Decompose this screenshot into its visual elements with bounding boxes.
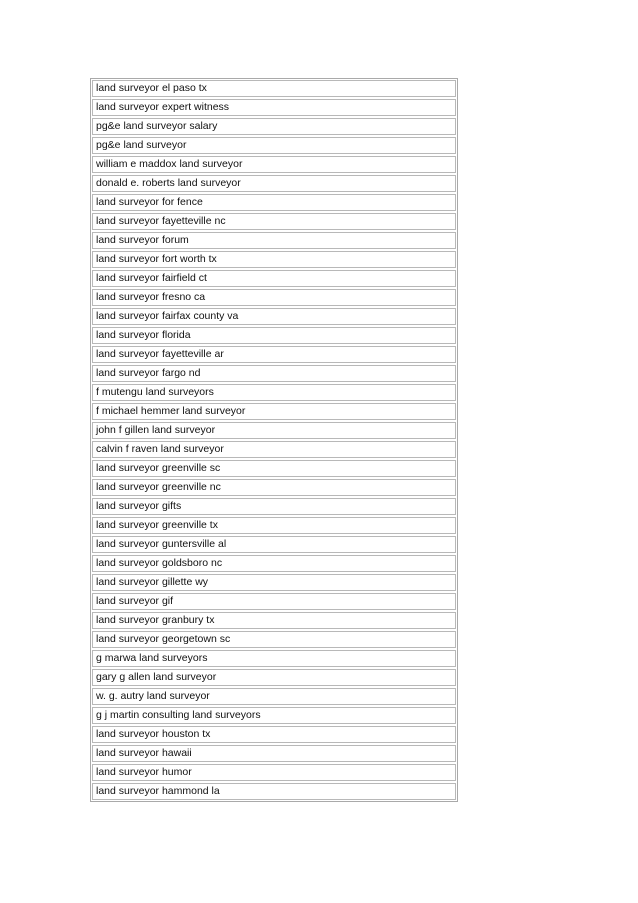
table-cell: land surveyor hawaii: [92, 745, 456, 762]
table-row: [92, 783, 456, 800]
table-cell: f mutengu land surveyors: [92, 384, 456, 401]
table-row: [92, 612, 456, 629]
table-row: [92, 327, 456, 344]
table-cell: land surveyor for fence: [92, 194, 456, 211]
table-cell: f michael hemmer land surveyor: [92, 403, 456, 420]
table-cell: land surveyor gif: [92, 593, 456, 610]
table-row: [92, 650, 456, 667]
table-row: [92, 631, 456, 648]
table-cell: land surveyor gifts: [92, 498, 456, 515]
table-row: [92, 745, 456, 762]
table-row: [92, 137, 456, 154]
table-cell: land surveyor fayetteville nc: [92, 213, 456, 230]
table-row: [92, 517, 456, 534]
table-cell: land surveyor guntersville al: [92, 536, 456, 553]
table-row: [92, 213, 456, 230]
table-cell: land surveyor greenville sc: [92, 460, 456, 477]
table-cell: land surveyor granbury tx: [92, 612, 456, 629]
table-row: [92, 536, 456, 553]
table-cell: land surveyor florida: [92, 327, 456, 344]
table-row: [92, 251, 456, 268]
table-cell: calvin f raven land surveyor: [92, 441, 456, 458]
table-row: [92, 365, 456, 382]
table-cell: land surveyor fargo nd: [92, 365, 456, 382]
table-cell: land surveyor greenville nc: [92, 479, 456, 496]
keyword-table: [90, 78, 458, 802]
table-row: [92, 441, 456, 458]
table-cell: land surveyor fairfax county va: [92, 308, 456, 325]
table-row: [92, 574, 456, 591]
table-row: [92, 707, 456, 724]
table-cell: w. g. autry land surveyor: [92, 688, 456, 705]
table-row: [92, 764, 456, 781]
table-cell: land surveyor expert witness: [92, 99, 456, 116]
table-row: [92, 80, 456, 97]
table-row: [92, 384, 456, 401]
table-row: [92, 460, 456, 477]
table-row: [92, 175, 456, 192]
table-cell: g marwa land surveyors: [92, 650, 456, 667]
table-row: [92, 118, 456, 135]
table-row: [92, 593, 456, 610]
table-cell: land surveyor greenville tx: [92, 517, 456, 534]
table-cell: land surveyor fresno ca: [92, 289, 456, 306]
table-cell: donald e. roberts land surveyor: [92, 175, 456, 192]
table-cell: land surveyor fairfield ct: [92, 270, 456, 287]
table-row: [92, 555, 456, 572]
table-cell: land surveyor gillette wy: [92, 574, 456, 591]
table-row: [92, 194, 456, 211]
table-cell: land surveyor el paso tx: [92, 80, 456, 97]
table-row: [92, 346, 456, 363]
keyword-table-grid: [92, 78, 456, 802]
table-row: [92, 422, 456, 439]
table-cell: land surveyor hammond la: [92, 783, 456, 800]
table-cell: land surveyor fayetteville ar: [92, 346, 456, 363]
keyword-table-body: [92, 80, 456, 800]
table-row: [92, 99, 456, 116]
table-cell: land surveyor forum: [92, 232, 456, 249]
table-row: [92, 479, 456, 496]
table-cell: pg&e land surveyor salary: [92, 118, 456, 135]
table-cell: land surveyor goldsboro nc: [92, 555, 456, 572]
table-row: [92, 726, 456, 743]
table-row: [92, 270, 456, 287]
table-cell: g j martin consulting land surveyors: [92, 707, 456, 724]
table-row: [92, 289, 456, 306]
table-row: [92, 498, 456, 515]
table-row: [92, 403, 456, 420]
table-cell: gary g allen land surveyor: [92, 669, 456, 686]
table-cell: land surveyor fort worth tx: [92, 251, 456, 268]
table-row: [92, 688, 456, 705]
table-row: [92, 156, 456, 173]
table-cell: pg&e land surveyor: [92, 137, 456, 154]
table-cell: land surveyor humor: [92, 764, 456, 781]
table-cell: land surveyor georgetown sc: [92, 631, 456, 648]
table-cell: land surveyor houston tx: [92, 726, 456, 743]
table-row: [92, 669, 456, 686]
table-cell: william e maddox land surveyor: [92, 156, 456, 173]
table-row: [92, 308, 456, 325]
table-row: [92, 232, 456, 249]
table-cell: john f gillen land surveyor: [92, 422, 456, 439]
